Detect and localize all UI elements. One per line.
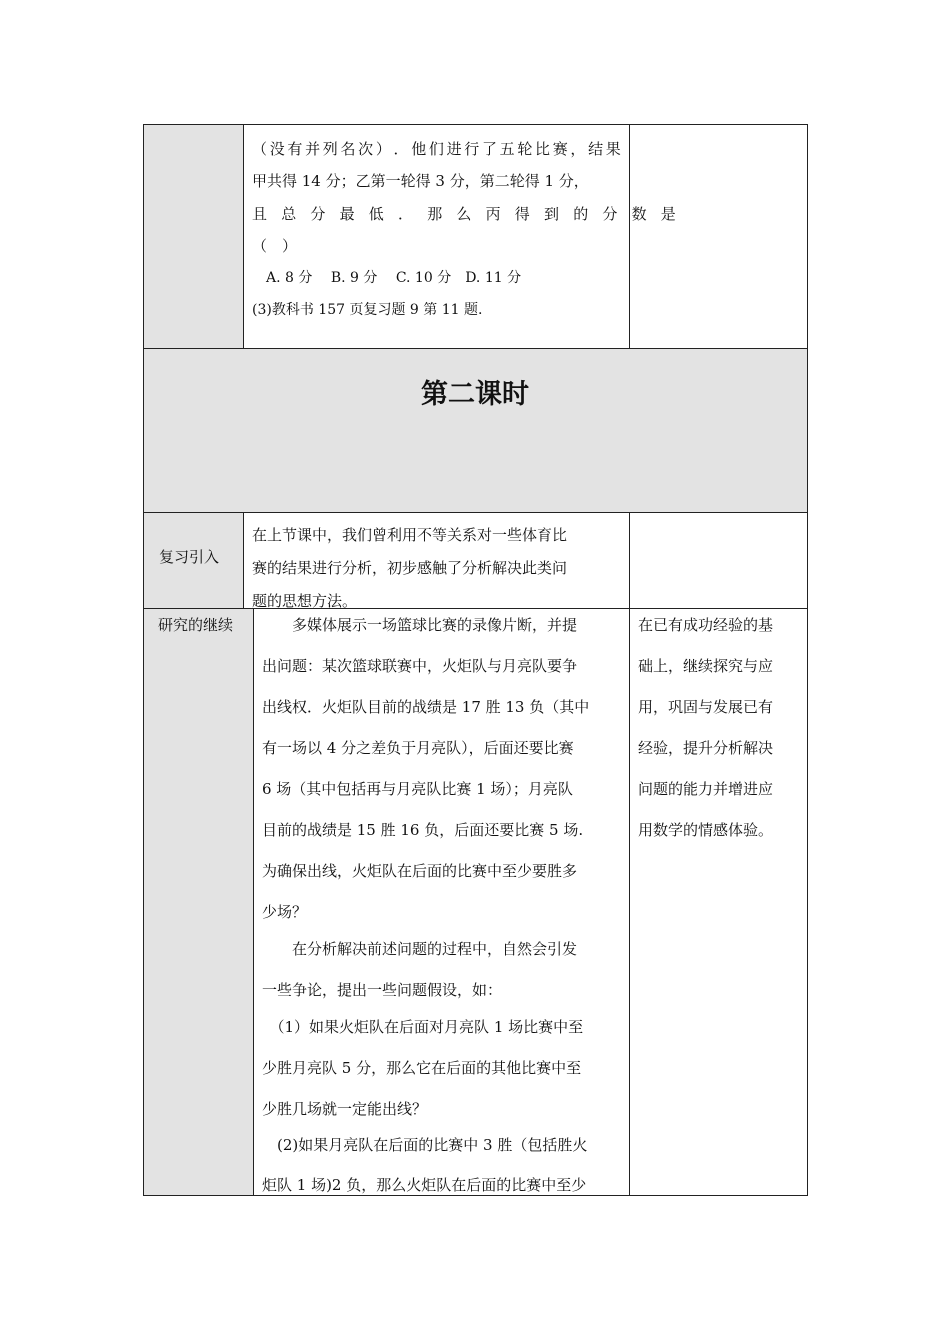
research-line: 出线权．火炬队目前的战绩是 17 胜 13 负（其中 bbox=[262, 698, 590, 716]
row1-line: 且总分最低．那么丙得到的分数是 bbox=[252, 205, 691, 223]
research-line: 6 场（其中包括再与月亮队比赛 1 场）；月亮队 bbox=[262, 780, 573, 798]
research-note-line: 在已有成功经验的基 bbox=[638, 616, 774, 634]
research-line: 多媒体展示一场篮球比赛的录像片断，并提 bbox=[262, 616, 578, 634]
research-note-line: 经验，提升分析解决 bbox=[638, 739, 774, 757]
research-line: 在分析解决前述问题的过程中，自然会引发 bbox=[262, 940, 578, 958]
research-note-line: 用数学的情感体验。 bbox=[638, 821, 774, 839]
grid-line bbox=[629, 124, 630, 349]
research-line: (2)如果月亮队在后面的比赛中 3 胜（包括胜火 bbox=[262, 1136, 588, 1154]
row1-answer-options: A. 8 分 B. 9 分 C. 10 分 D. 11 分 bbox=[252, 270, 522, 286]
row1-line: （ ） bbox=[252, 237, 298, 255]
research-line: 少场？ bbox=[262, 903, 308, 921]
research-line: 一些争论，提出一些问题假设，如： bbox=[262, 981, 503, 999]
research-line: 有一场以 4 分之差负于月亮队），后面还要比赛 bbox=[262, 739, 574, 757]
grid-line bbox=[143, 1195, 808, 1196]
research-line: 为确保出线，火炬队在后面的比赛中至少要胜多 bbox=[262, 862, 578, 880]
research-label-cell bbox=[143, 609, 253, 1196]
review-line: 在上节课中，我们曾利用不等关系对一些体育比 bbox=[252, 526, 568, 544]
research-label: 研究的继续 bbox=[158, 616, 234, 634]
review-line: 题的思想方法。 bbox=[252, 592, 358, 610]
grid-line bbox=[253, 608, 254, 1196]
review-line: 赛的结果进行分析，初步感触了分析解决此类问 bbox=[252, 559, 568, 577]
grid-line bbox=[243, 124, 244, 349]
row1-line: （ 没 有 并 列 名 次 ） ． 他 们 进 行 了 五 轮 比 赛 ， 结 果 bbox=[252, 140, 621, 158]
section-title: 第二课时 bbox=[421, 379, 529, 410]
research-note-line: 问题的能力并增进应 bbox=[638, 780, 774, 798]
research-line: 目前的战绩是 15 胜 16 负，后面还要比赛 5 场. bbox=[262, 821, 584, 839]
row1-line: 甲共得 14 分；乙第一轮得 3 分，第二轮得 1 分， bbox=[252, 172, 589, 190]
review-label: 复习引入 bbox=[159, 548, 220, 566]
grid-line bbox=[629, 512, 630, 609]
research-line: （1）如果火炬队在后面对月亮队 1 场比赛中至 bbox=[262, 1018, 584, 1036]
research-note-line: 用，巩固与发展已有 bbox=[638, 698, 774, 716]
grid-line bbox=[807, 124, 808, 1196]
research-line: 少胜月亮队 5 分，那么它在后面的其他比赛中至 bbox=[262, 1059, 582, 1077]
grid-line bbox=[629, 608, 630, 1196]
research-line: 炬队 1 场)2 负，那么火炬队在后面的比赛中至少 bbox=[262, 1176, 587, 1194]
grid-line bbox=[143, 124, 144, 1196]
row1-label-cell bbox=[143, 125, 243, 349]
row1-line: (3)教科书 157 页复习题 9 第 11 题. bbox=[252, 302, 483, 318]
research-line: 少胜几场就一定能出线？ bbox=[262, 1100, 428, 1118]
research-line: 出问题：某次篮球联赛中，火炬队与月亮队要争 bbox=[262, 657, 578, 675]
research-note-line: 础上，继续探究与应 bbox=[638, 657, 774, 675]
grid-line bbox=[243, 512, 244, 609]
